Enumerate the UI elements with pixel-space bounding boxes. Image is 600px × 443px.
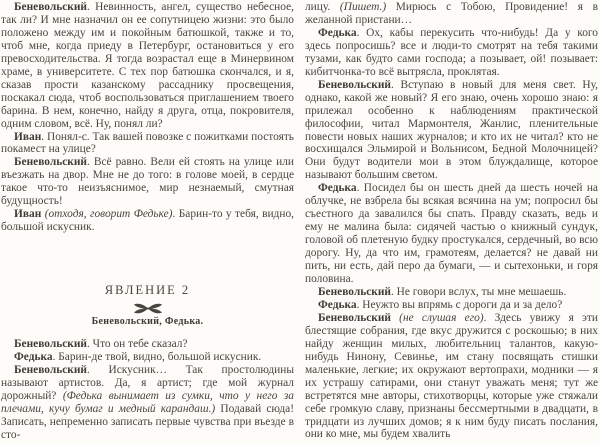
speaker-name: Беневольский [14,1,87,13]
scene-ornament [1,301,294,315]
speech-text: . Посидел бы он шесть дней да шесть ночей на облучке, не взбрела бы всякая всячина на ум; попросил бы съестного да завалился бы спать. Правду сказать, ведь и ему не малина была: сидячей частью о книжный сундук, головой об плетеную будку простукался, сердечный, во всю дорогу. Ну, да что им, грамотеям, делается? не давай ни пить, ни есть, дай перо да бумаги, — и сытехоньки, и горя половина. [305,182,598,286]
speech-text: лицу. [305,1,340,13]
speech-text: . Всё равно. Вели ей стоять на улице или въезжать на двор. Мне не до того: в голове моей, в сердце такое что-то неизъяснимое, мир незнаемый, смутная будущность! [1,156,294,208]
fleuron-icon [133,302,163,314]
stage-direction: (не слушая его) [390,311,484,324]
speech-text: . Барин-то у тебя, видно, большой искусник. [1,208,294,234]
speech-paragraph [305,299,598,312]
speech-text: . Не говори вслух, ты мне мешаешь. [390,285,567,298]
speaker-name: Беневольский [14,338,87,351]
speaker-name: Федька [318,298,357,311]
speech-continuation [305,1,598,27]
speaker-name: Беневольский [14,156,87,169]
stage-direction: (Федька вынимает из сумки, что у него за плечами, кучу бумаг и медный карандаш.) [1,389,294,415]
speech-paragraph [1,208,294,234]
speech-text: . Искусник… Так простолюдины называют артистов. Да, я артист; где мой журнал дорожный? [1,363,294,402]
speech-text: Мирюсь с Тобою, Провидение! я в желанной пристани… [305,1,598,26]
stage-direction: (отходя, говорит Федьке) [41,208,173,221]
speaker-name: Федька [318,182,357,195]
speech-text: . Барин-де твой, видно, большой искусник. [52,351,262,364]
scene-heading: ЯВЛЕНИЕ 2 [104,283,191,298]
column-left [1,1,294,443]
column-right [305,1,598,443]
speech-paragraph [1,351,294,364]
speech-text: . Вступаю в новый для меня свет. Ну, однако, какой же новый? Я его знаю, очень хорошо знаю: я прилежал особенно к наблюдениям практической философии, читал Мармонтеля, Жанлис, пленительные повести новых наших журналов; и кто их не читал? кто не восхищался Эльмирой и Вольнисом, Бедной Молочницей? Они будут водители мои в этом блуждалище, которое называют большим светом. [305,78,598,182]
speech-text: . Неужто вы впрямь с дороги да и за дело? [356,298,563,311]
speech-paragraph [1,364,294,442]
speech-paragraph [305,182,598,286]
speech-paragraph [1,156,294,208]
speaker-name: Беневольский [318,78,391,91]
speech-paragraph [305,286,598,299]
speaker-name: Федька [14,351,53,364]
speech-paragraph [305,27,598,79]
speaker-name: Иван [14,130,42,143]
speech-text: . Что он тебе сказал? [86,338,188,351]
speech-paragraph [1,1,294,131]
speech-text: . Невинность, ангел, существо небесное, так ли? И мне назначил он ее сопутницею жизни: это было положено между им и покойным батюшкой, также и то, чтоб мне, когда приеду в Петербург, остановиться у его превосходительства. Я тогда возрастал еще в Минервином храме, в университете. С тех пор батюшка скончался, и я, сказав прости казанскому рассаднику просвещения, поскакал сюда, чтоб воспользоваться приглашением твоего барина. В нем, конечно, найду я друга, отца, покровителя, одним словом, всё. Ну, понял ли? [1,1,294,130]
cast-list: Беневольский, Федька. [91,316,204,328]
stage-direction: (Пишет.) [339,1,387,13]
speaker-name: Беневольский [318,285,391,298]
speaker-name: Федька [318,26,357,39]
speech-text: . Понял-с. Так вашей повозке с пожитками постоять покамест на улице? [1,130,294,156]
speech-text: Подавай сюда! Записать, непременно записать первые чувства при въезде в сто- [1,402,294,441]
speaker-name: Иван [14,208,42,221]
speaker-name: Беневольский [318,311,391,324]
speech-paragraph [1,131,294,157]
speech-paragraph [305,312,598,442]
speech-paragraph [305,79,598,183]
speaker-name: Беневольский [14,363,87,376]
speech-text: . Ох, кабы перекусить что-нибудь! Да у кого здесь попросишь? все и люди-то смотрят на тебя такими тузами, как будто сами господа; а позывает, ой! позывает: кибитчонка-то всё вытрясла, проклятая. [305,26,598,78]
speech-paragraph [1,338,294,351]
speech-text: . Здесь увижу я эти блестящие собрания, где вкус дружится с роскошью; в них найду женщин милых, любительниц талантов, какую-нибудь Нинону, Севинье, им стану посвящать стишки маленькие, легкие; их окружают вертопрахи, модники — я их устрашу сатирами, они станут уважать меня; тут же встретятся мне авторы, стихотворцы, которые уже стяжали себе громкую славу, признаны бессмертными в двадцати, в тридцати из лучших домов; я к ним буду писать послания, они ко мне, мы будем хвалить [305,311,598,441]
